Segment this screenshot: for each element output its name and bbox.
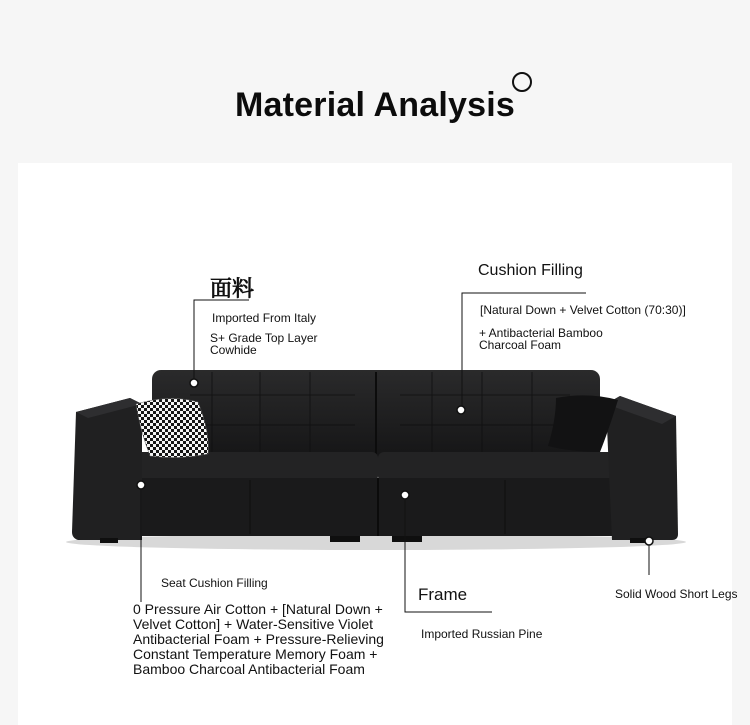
marker-legs: [645, 537, 653, 545]
material-origin: Imported From Italy: [212, 311, 317, 325]
cushion-heading: Cushion Filling: [478, 262, 583, 279]
frame-material: Imported Russian Pine: [421, 627, 543, 641]
black-pillow: [548, 395, 618, 452]
houndstooth-pillow: [136, 398, 208, 457]
seat-cushion-right: [378, 452, 636, 482]
leg-center-left: [330, 536, 360, 542]
seat-heading: Seat Cushion Filling: [161, 576, 268, 590]
frame-heading: Frame: [418, 585, 468, 604]
marker-cushion: [457, 406, 465, 414]
page-title: Material Analysis: [235, 86, 515, 124]
cushion-line-2: + Antibacterial Bamboo Charcoal Foam: [479, 326, 603, 352]
marker-material: [190, 379, 198, 387]
material-heading: 面料: [210, 277, 255, 302]
material-grade: S+ Grade Top Layer Cowhide: [210, 331, 318, 357]
marker-seat: [137, 481, 145, 489]
seat-description: 0 Pressure Air Cotton + [Natural Down + Velvet Cotton] + Water-Sensitive Violet Antibacterial Foam + Pressure-Relieving Constant Temperature Memory Foam + Bamboo Charcoal Antibacterial Foam: [133, 601, 384, 677]
left-arm: [72, 398, 142, 540]
sofa-shadow: [66, 534, 686, 550]
leg-center-right: [392, 536, 422, 542]
cushion-line-1: [Natural Down + Velvet Cotton (70:30)]: [480, 303, 686, 317]
marker-frame: [401, 491, 409, 499]
legs-label: Solid Wood Short Legs: [615, 587, 738, 601]
